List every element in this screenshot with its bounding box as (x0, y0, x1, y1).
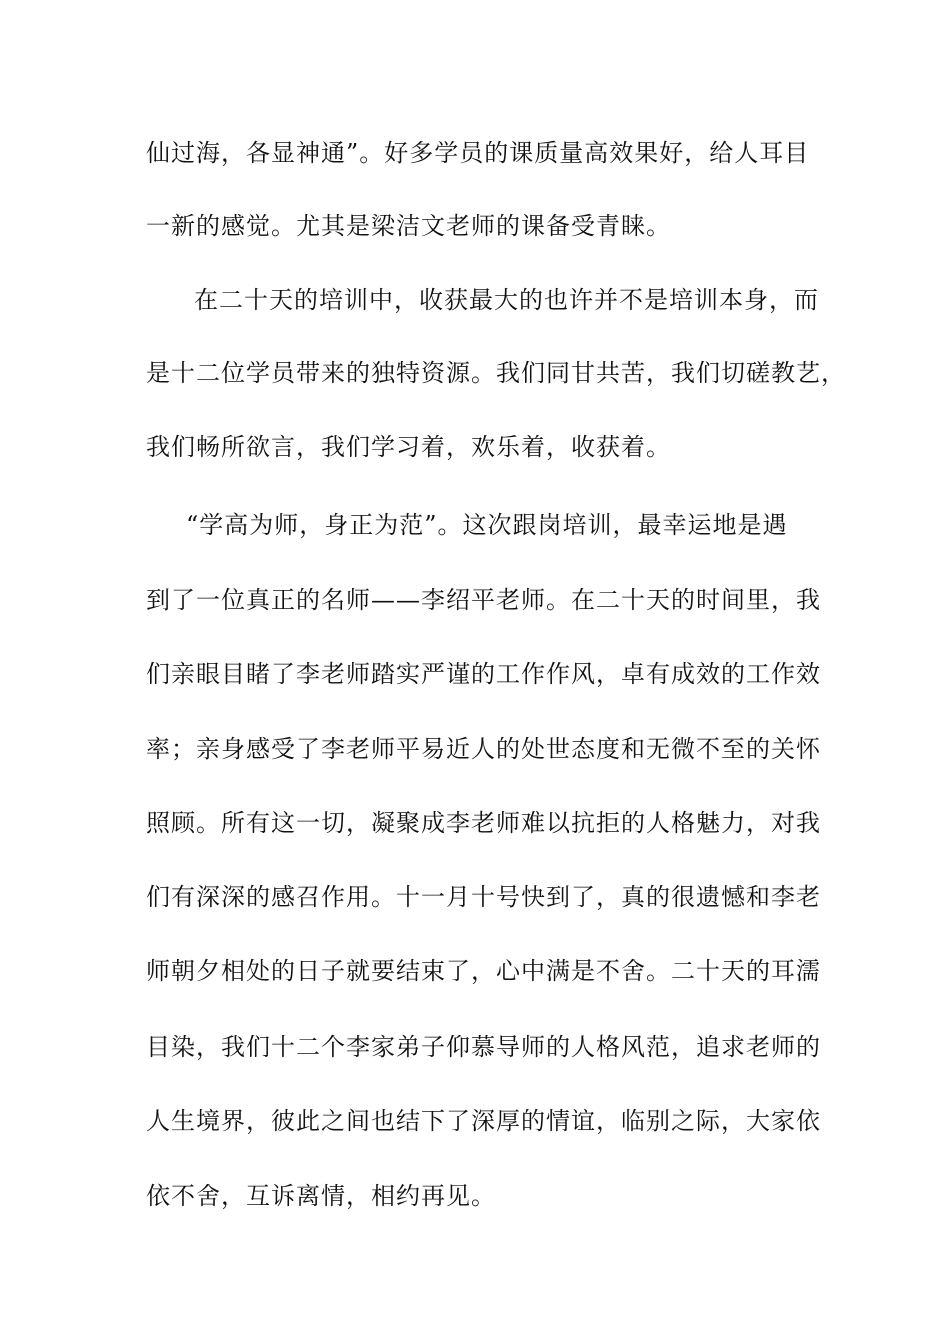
text-line: 师朝夕相处的日子就要结束了，心中满是不舍。二十天的耳濡 (146, 957, 821, 985)
text-line: 目染，我们十二个李家弟子仰慕导师的人格风范，追求老师的 (146, 1033, 821, 1061)
text-line: 是十二位学员带来的独特资源。我们同甘共苦，我们切磋教艺， (146, 359, 846, 387)
text-line: 们有深深的感召作用。十一月十号快到了，真的很遗憾和李老 (146, 883, 821, 911)
text-line: 一新的感觉。尤其是梁洁文老师的课备受青睐。 (146, 212, 671, 240)
text-line: 依不舍，互诉离情，相约再见。 (146, 1182, 496, 1210)
text-line: 照顾。所有这一切，凝聚成李老师难以抗拒的人格魅力，对我 (146, 809, 821, 837)
text-line: 仙过海，各显神通”。好多学员的课质量高效果好，给人耳目 (146, 139, 810, 167)
text-line: 率；亲身感受了李老师平易近人的处世态度和无微不至的关怀 (146, 735, 821, 763)
text-line: 人生境界，彼此之间也结下了深厚的情谊，临别之际，大家依 (146, 1107, 821, 1135)
text-line: 们亲眼目睹了李老师踏实严谨的工作作风，卓有成效的工作效 (146, 660, 821, 688)
paragraph-first-line: 在二十天的培训中，收获最大的也许并不是培训本身，而 (194, 286, 819, 314)
paragraph-first-line: “学高为师，身正为范”。这次跟岗培训，最幸运地是遇 (186, 511, 788, 539)
text-line: 我们畅所欲言，我们学习着，欢乐着，收获着。 (146, 433, 671, 461)
text-line: 到了一位真正的名师——李绍平老师。在二十天的时间里，我 (146, 586, 821, 614)
